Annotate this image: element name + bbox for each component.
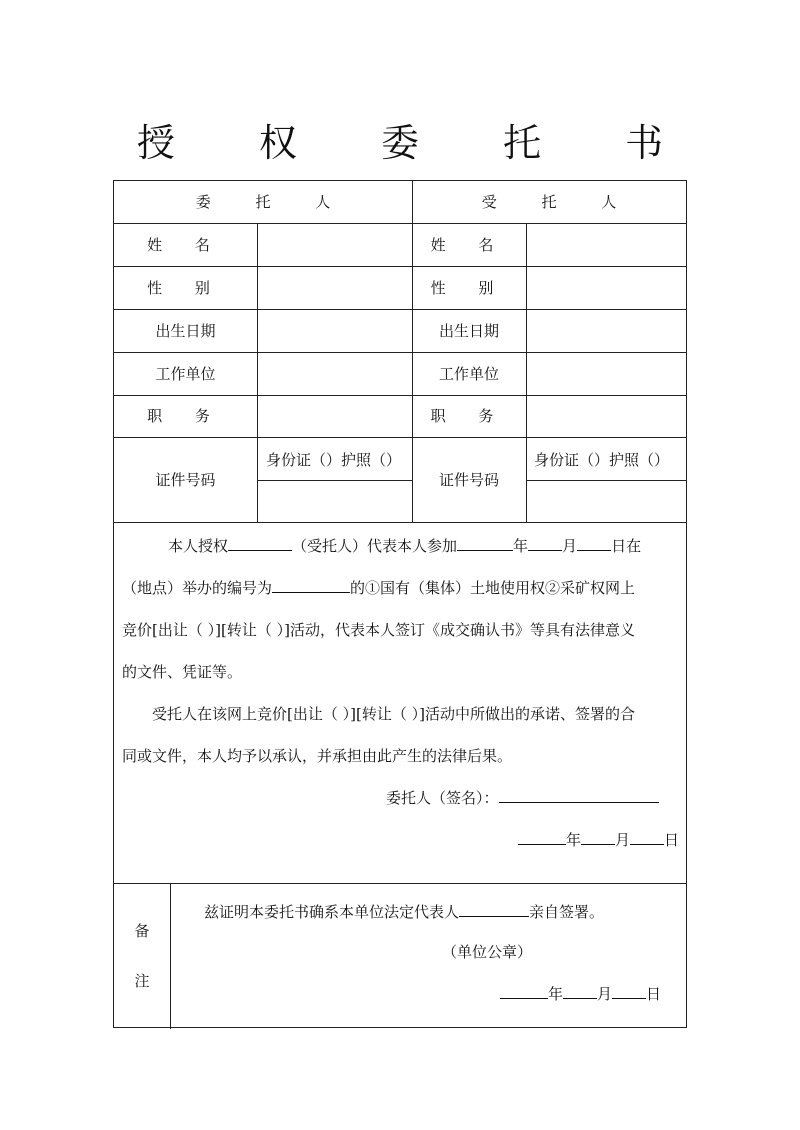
remarks-text: 兹证明本委托书确系本单位法定代表人 亲自签署。 — [204, 903, 605, 921]
authorization-line-3: 竞价[出让（ ）][转让（ ）]活动，代表本人签订《成交确认书》等具有法律意义 — [122, 621, 635, 639]
principal-id-type: 身份证（）护照（） — [266, 451, 402, 469]
row-divider — [114, 266, 686, 267]
number-blank — [272, 577, 350, 593]
signature-line: 委托人（签名）： — [386, 787, 659, 808]
authorization-line-4: 的文件、凭证等。 — [122, 663, 243, 681]
agent-id-label: 证件号码 — [438, 471, 499, 489]
principal-id-label: 证件号码 — [155, 471, 216, 489]
principal-employer-label: 工作单位 — [155, 365, 216, 383]
row-divider — [114, 223, 686, 224]
row-divider — [114, 437, 686, 438]
acknowledgement-line-2: 同或文件，本人均予以承认，并承担由此产生的法律后果。 — [122, 747, 513, 765]
agent-birthdate-label: 出生日期 — [438, 322, 499, 340]
principal-gender-label: 性 别 — [147, 279, 224, 297]
signature-blank — [499, 787, 659, 803]
authorization-line-2: （地点）举办的编号为 的①国有（集体）土地使用权②采矿权网上 — [122, 579, 636, 597]
year-blank — [457, 535, 513, 551]
principal-position-label: 职 务 — [147, 407, 224, 425]
representative-blank — [459, 901, 529, 917]
principal-header: 委 托 人 — [195, 193, 351, 211]
row-divider — [114, 883, 686, 884]
row-divider — [114, 395, 686, 396]
agent-position-label: 职 务 — [430, 407, 508, 425]
authorization-line-1: 本人授权 （受托人）代表本人参加 年 月 日在 — [168, 537, 642, 555]
remarks-label-1: 备 — [134, 922, 150, 940]
column-divider — [257, 223, 258, 522]
row-divider — [114, 352, 686, 353]
column-divider — [526, 223, 527, 522]
principal-name-label: 姓 名 — [147, 236, 224, 254]
agent-gender-label: 性 别 — [430, 279, 508, 297]
row-divider — [257, 480, 412, 481]
signature-date: 年 月 日 — [518, 829, 679, 850]
remarks-label-2: 注 — [134, 972, 150, 990]
remarks-date: 年 月 日 — [500, 983, 661, 1004]
acknowledgement-line-1: 受托人在该网上竞价[出让（ ）][转让（ ）]活动中所做出的承诺、签署的合 — [152, 705, 635, 723]
day-blank — [577, 535, 611, 551]
document-title: 授 权 委 托 书 — [136, 121, 700, 165]
seal-label: （单位公章） — [442, 943, 533, 961]
column-divider — [170, 883, 171, 1029]
principal-birthdate-label: 出生日期 — [155, 322, 216, 340]
month-blank — [528, 535, 562, 551]
row-divider — [114, 522, 686, 523]
agent-employer-label: 工作单位 — [438, 365, 499, 383]
agent-name-label: 姓 名 — [430, 236, 508, 254]
agent-id-type: 身份证（）护照（） — [534, 451, 670, 469]
agent-blank — [228, 535, 292, 551]
row-divider — [114, 309, 686, 310]
authorization-form — [113, 180, 687, 1028]
agent-header: 受 托 人 — [481, 193, 637, 211]
row-divider — [526, 480, 686, 481]
